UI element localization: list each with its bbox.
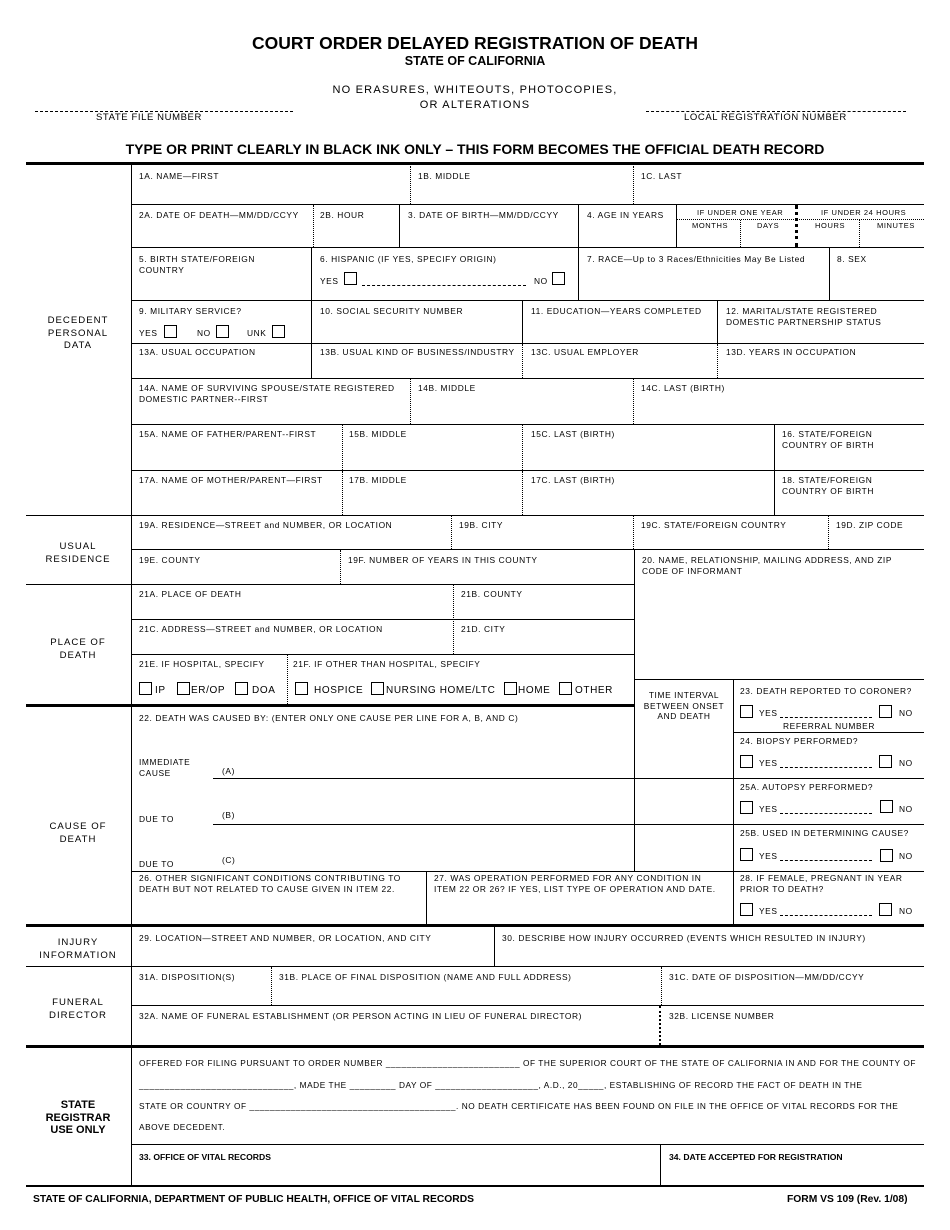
due-to-b-label: DUE TO	[139, 814, 174, 824]
rule	[131, 871, 924, 872]
erop-checkbox[interactable]	[177, 682, 190, 695]
field-16[interactable]: 16. STATE/FOREIGN COUNTRY OF BIRTH	[782, 429, 874, 450]
rule	[131, 966, 924, 967]
field-26[interactable]: 26. OTHER SIGNIFICANT CONDITIONS CONTRIBUTING TO DEATH BUT NOT RELATED TO CAUSE GIVEN IN ITEM 22.	[139, 873, 401, 894]
time-interval-label: TIME INTERVAL BETWEEN ONSET AND DEATH	[643, 690, 725, 721]
field-1b[interactable]: 1B. MIDDLE	[418, 171, 471, 181]
div	[342, 425, 343, 470]
rule	[131, 378, 924, 379]
pregnant-no-label: NO	[899, 906, 913, 916]
div	[733, 872, 734, 924]
field-31a[interactable]: 31A. DISPOSITION(S)	[139, 972, 236, 982]
rule	[733, 824, 924, 825]
coroner-yes-label: YES	[759, 708, 778, 718]
field-21e[interactable]: 21E. IF HOSPITAL, SPECIFY	[139, 659, 265, 669]
field-19c[interactable]: 19C. STATE/FOREIGN COUNTRY	[641, 520, 787, 530]
field-34[interactable]: 34. DATE ACCEPTED FOR REGISTRATION	[669, 1152, 843, 1162]
rule	[131, 343, 924, 344]
cause-c-label: (C)	[222, 855, 236, 865]
field-17b[interactable]: 17B. MIDDLE	[349, 475, 407, 485]
rule	[677, 219, 924, 220]
field-30[interactable]: 30. DESCRIBE HOW INJURY OCCURRED (EVENTS WHICH RESULTED IN INJURY)	[502, 933, 866, 943]
field-20[interactable]: 20. NAME, RELATIONSHIP, MAILING ADDRESS, AND ZIP CODE OF INFORMANT	[642, 555, 893, 576]
div	[676, 205, 677, 247]
field-11[interactable]: 11. EDUCATION—YEARS COMPLETED	[531, 306, 702, 316]
registrar-line-2: ______________________________, MADE THE _________ DAY OF ____________________, A.D., 20_____, ESTABLISHING OF RECORD THE FACT OF DEATH IN THE	[139, 1080, 863, 1090]
div	[661, 967, 662, 1005]
field-14b[interactable]: 14B. MIDDLE	[418, 383, 476, 393]
field-12[interactable]: 12. MARITAL/STATE REGISTERED DOMESTIC PARTNERSHIP STATUS	[726, 306, 882, 327]
field-17a[interactable]: 17A. NAME OF MOTHER/PARENT—FIRST	[139, 475, 323, 485]
section-residence: USUAL RESIDENCE	[45, 541, 111, 565]
field-13c[interactable]: 13C. USUAL EMPLOYER	[531, 347, 639, 357]
div	[829, 248, 830, 300]
field-19a[interactable]: 19A. RESIDENCE—STREET and NUMBER, OR LOCATION	[139, 520, 393, 530]
field-29[interactable]: 29. LOCATION—STREET AND NUMBER, OR LOCATION, AND CITY	[139, 933, 432, 943]
military-no-label: NO	[197, 328, 211, 338]
days-label: DAYS	[757, 221, 780, 230]
cause-a-label: (A)	[222, 766, 235, 776]
hispanic-origin-line[interactable]	[362, 285, 526, 286]
rule	[131, 424, 924, 425]
rule	[131, 1005, 924, 1006]
notice-line-1: NO ERASURES, WHITEOUTS, PHOTOCOPIES,	[332, 84, 618, 96]
pregnant-yes-checkbox[interactable]	[740, 903, 753, 916]
field-22[interactable]: 22. DEATH WAS CAUSED BY: (ENTER ONLY ONE CAUSE PER LINE FOR A, B, AND C)	[139, 713, 519, 723]
field-17c[interactable]: 17C. LAST (BIRTH)	[531, 475, 615, 485]
pregnant-yes-label: YES	[759, 906, 778, 916]
notice-line-2: OR ALTERATIONS	[419, 99, 531, 111]
erop-label: ER/OP	[191, 685, 226, 696]
div	[633, 166, 634, 204]
field-31c[interactable]: 31C. DATE OF DISPOSITION—MM/DD/CCYY	[669, 972, 865, 982]
registrar-thick-rule	[26, 1045, 924, 1048]
determining-no-checkbox[interactable]	[880, 849, 893, 862]
field-23[interactable]: 23. DEATH REPORTED TO CORONER?	[740, 686, 912, 696]
div	[426, 872, 427, 924]
autopsy-yes-label: YES	[759, 804, 778, 814]
div	[660, 1145, 661, 1185]
rule	[131, 204, 924, 205]
autopsy-yes-checkbox[interactable]	[740, 801, 753, 814]
sep-place	[26, 584, 132, 585]
section-decedent: DECEDENT PERSONAL DATA	[47, 315, 109, 351]
military-yes-checkbox[interactable]	[164, 325, 177, 338]
home-label: HOME	[518, 685, 551, 696]
div	[287, 655, 288, 704]
rule	[131, 1144, 924, 1145]
hispanic-no-checkbox[interactable]	[552, 272, 565, 285]
div	[410, 379, 411, 424]
cause-b-line[interactable]	[213, 824, 634, 825]
field-7[interactable]: 7. RACE—Up to 3 Races/Ethnicities May Be Listed	[587, 254, 806, 264]
field-2b[interactable]: 2B. HOUR	[320, 210, 365, 220]
form-subtitle: STATE OF CALIFORNIA	[404, 54, 546, 68]
registrar-line-4: ABOVE DECEDENT.	[139, 1122, 226, 1132]
top-thick-rule	[26, 162, 924, 165]
field-18[interactable]: 18. STATE/FOREIGN COUNTRY OF BIRTH	[782, 475, 874, 496]
hours-label: HOURS	[815, 221, 846, 230]
div	[578, 248, 579, 300]
nursing-home-checkbox[interactable]	[371, 682, 384, 695]
military-unk-label: UNK	[247, 328, 267, 338]
field-9[interactable]: 9. MILITARY SERVICE?	[139, 306, 242, 316]
div	[340, 550, 341, 584]
div	[633, 379, 634, 424]
determining-no-label: NO	[899, 851, 913, 861]
field-3[interactable]: 3. DATE OF BIRTH—MM/DD/CCYY	[408, 210, 559, 220]
field-32b[interactable]: 32B. LICENSE NUMBER	[669, 1011, 775, 1021]
field-14a[interactable]: 14A. NAME OF SURVIVING SPOUSE/STATE REGISTERED DOMESTIC PARTNER--FIRST	[139, 383, 395, 404]
div	[311, 248, 312, 300]
due-to-c-label: DUE TO	[139, 859, 174, 869]
local-registration-number-label: LOCAL REGISTRATION NUMBER	[684, 112, 847, 123]
field-19d[interactable]: 19D. ZIP CODE	[836, 520, 904, 530]
field-32a[interactable]: 32A. NAME OF FUNERAL ESTABLISHMENT (OR PERSON ACTING IN LIEU OF FUNERAL DIRECTOR)	[139, 1011, 583, 1021]
div	[451, 516, 452, 549]
home-checkbox[interactable]	[504, 682, 517, 695]
doa-checkbox[interactable]	[235, 682, 248, 695]
rule	[131, 549, 924, 550]
section-registrar: STATE REGISTRAR USE ONLY	[45, 1099, 111, 1136]
field-8[interactable]: 8. SEX	[837, 254, 867, 264]
cause-thick-rule	[26, 704, 635, 707]
biopsy-yes-checkbox[interactable]	[740, 755, 753, 768]
pregnant-no-checkbox[interactable]	[879, 903, 892, 916]
field-31b[interactable]: 31B. PLACE OF FINAL DISPOSITION (NAME AND FULL ADDRESS)	[279, 972, 572, 982]
div	[659, 1006, 661, 1045]
div	[311, 301, 312, 343]
rule	[733, 732, 924, 733]
section-place-of-death: PLACE OF DEATH	[50, 637, 106, 661]
rule	[131, 300, 924, 301]
div	[342, 471, 343, 515]
registrar-line-1: OFFERED FOR FILING PURSUANT TO ORDER NUMBER __________________________ OF THE SUPERIOR COURT OF THE STATE OF CALIFORNIA IN AND FOR THE COUNTY OF	[139, 1058, 916, 1068]
cause-a-line[interactable]	[213, 778, 634, 779]
div	[578, 205, 579, 247]
rule	[634, 679, 924, 680]
div	[494, 927, 495, 966]
div	[311, 344, 312, 378]
field-2a[interactable]: 2A. DATE OF DEATH—MM/DD/CCYY	[139, 210, 299, 220]
div	[271, 967, 272, 1005]
determining-line[interactable]	[780, 860, 872, 861]
pregnant-line[interactable]	[780, 915, 872, 916]
div	[828, 516, 829, 549]
field-21c[interactable]: 21C. ADDRESS—STREET and NUMBER, OR LOCATION	[139, 624, 383, 634]
months-label: MONTHS	[692, 221, 729, 230]
field-15a[interactable]: 15A. NAME OF FATHER/PARENT--FIRST	[139, 429, 317, 439]
div	[717, 344, 718, 378]
div	[399, 205, 400, 247]
determining-yes-checkbox[interactable]	[740, 848, 753, 861]
field-21d[interactable]: 21D. CITY	[461, 624, 506, 634]
instruction-banner: TYPE OR PRINT CLEARLY IN BLACK INK ONLY – THIS FORM BECOMES THE OFFICIAL DEATH RECORD	[125, 141, 825, 157]
field-4[interactable]: 4. AGE IN YEARS	[587, 210, 664, 220]
section-cause-of-death: CAUSE OF DEATH	[49, 821, 107, 845]
field-13a[interactable]: 13A. USUAL OCCUPATION	[139, 347, 256, 357]
immediate-cause-label: IMMEDIATE CAUSE	[139, 757, 191, 778]
rule	[733, 778, 924, 779]
div	[717, 301, 718, 343]
sep-residence	[26, 515, 132, 516]
div	[774, 471, 775, 515]
footer-agency: STATE OF CALIFORNIA, DEPARTMENT OF PUBLIC HEALTH, OFFICE OF VITAL RECORDS	[33, 1194, 475, 1205]
rule	[131, 515, 924, 516]
section-funeral-director: FUNERAL DIRECTOR	[49, 997, 107, 1021]
field-24[interactable]: 24. BIOPSY PERFORMED?	[740, 736, 859, 746]
div	[410, 166, 411, 204]
field-28[interactable]: 28. IF FEMALE, PREGNANT IN YEAR PRIOR TO DEATH?	[740, 873, 903, 894]
field-19f[interactable]: 19F. NUMBER OF YEARS IN THIS COUNTY	[348, 555, 538, 565]
hispanic-yes-label: YES	[320, 276, 339, 286]
nursing-home-label: NURSING HOME/LTC	[386, 685, 496, 696]
rule	[131, 584, 634, 585]
form-title: COURT ORDER DELAYED REGISTRATION OF DEATH	[252, 33, 698, 53]
autopsy-no-label: NO	[899, 804, 913, 814]
rule	[634, 824, 733, 825]
autopsy-line[interactable]	[780, 813, 872, 814]
field-25a[interactable]: 25A. AUTOPSY PERFORMED?	[740, 782, 874, 792]
ip-label: IP	[155, 685, 166, 696]
hispanic-yes-checkbox[interactable]	[344, 272, 357, 285]
field-25b[interactable]: 25B. USED IN DETERMINING CAUSE?	[740, 828, 909, 838]
div	[522, 301, 523, 343]
field-10[interactable]: 10. SOCIAL SECURITY NUMBER	[320, 306, 464, 316]
hispanic-no-label: NO	[534, 276, 548, 286]
div	[859, 220, 860, 247]
under-24-hours: IF UNDER 24 HOURS	[821, 208, 907, 217]
section-divider	[131, 164, 132, 1186]
autopsy-no-checkbox[interactable]	[880, 800, 893, 813]
field-1a[interactable]: 1A. NAME—FIRST	[139, 171, 220, 181]
rule	[131, 654, 634, 655]
div	[313, 205, 314, 247]
injury-thick-rule	[26, 924, 924, 927]
doa-label: DOA	[252, 685, 276, 696]
registrar-line-3: STATE OR COUNTRY OF ________________________________________. NO DEATH CERTIFICATE HAS BEEN FOUND ON FILE IN THE OFFICE OF VITAL RECORDS FOR THE	[139, 1101, 899, 1111]
coroner-line[interactable]	[780, 717, 872, 718]
field-15b[interactable]: 15B. MIDDLE	[349, 429, 407, 439]
other-checkbox[interactable]	[559, 682, 572, 695]
field-21f[interactable]: 21F. IF OTHER THAN HOSPITAL, SPECIFY	[293, 659, 481, 669]
field-33[interactable]: 33. OFFICE OF VITAL RECORDS	[139, 1152, 271, 1162]
coroner-no-label: NO	[899, 708, 913, 718]
military-unk-checkbox[interactable]	[272, 325, 285, 338]
military-yes-label: YES	[139, 328, 158, 338]
minutes-label: MINUTES	[877, 221, 915, 230]
bottom-rule	[26, 1185, 924, 1187]
referral-number-label: REFERRAL NUMBER	[783, 721, 875, 731]
hospice-label: HOSPICE	[314, 685, 364, 696]
field-21a[interactable]: 21A. PLACE OF DEATH	[139, 589, 242, 599]
other-label: OTHER	[575, 685, 613, 696]
biopsy-yes-label: YES	[759, 758, 778, 768]
field-19e[interactable]: 19E. COUNTY	[139, 555, 201, 565]
div	[522, 344, 523, 378]
determining-yes-label: YES	[759, 851, 778, 861]
field-6[interactable]: 6. HISPANIC (IF YES, SPECIFY ORIGIN)	[320, 254, 497, 264]
state-file-number-label: STATE FILE NUMBER	[96, 112, 202, 123]
div	[634, 707, 635, 872]
coroner-no-checkbox[interactable]	[879, 705, 892, 718]
field-21b[interactable]: 21B. COUNTY	[461, 589, 523, 599]
field-1c[interactable]: 1C. LAST	[641, 171, 683, 181]
section-injury: INJURY INFORMATION	[39, 937, 117, 961]
footer-form-number: FORM VS 109 (Rev. 1/08)	[787, 1194, 908, 1205]
hospice-checkbox[interactable]	[295, 682, 308, 695]
field-14c[interactable]: 14C. LAST (BIRTH)	[641, 383, 725, 393]
under-one-year: IF UNDER ONE YEAR	[697, 208, 784, 217]
sep-funeral	[26, 966, 132, 967]
field-19b[interactable]: 19B. CITY	[459, 520, 504, 530]
biopsy-no-label: NO	[899, 758, 913, 768]
div	[795, 205, 798, 247]
div	[733, 680, 734, 872]
field-27[interactable]: 27. WAS OPERATION PERFORMED FOR ANY CONDITION IN ITEM 22 OR 26? IF YES, LIST TYPE OF OPERATION AND DATE.	[434, 873, 716, 894]
rule	[131, 619, 634, 620]
field-5[interactable]: 5. BIRTH STATE/FOREIGN COUNTRY	[139, 254, 256, 275]
biopsy-line[interactable]	[780, 767, 872, 768]
ip-checkbox[interactable]	[139, 682, 152, 695]
div	[522, 425, 523, 470]
field-13d[interactable]: 13D. YEARS IN OCCUPATION	[726, 347, 857, 357]
rule	[131, 470, 924, 471]
field-15c[interactable]: 15C. LAST (BIRTH)	[531, 429, 615, 439]
biopsy-no-checkbox[interactable]	[879, 755, 892, 768]
div	[522, 471, 523, 515]
field-13b[interactable]: 13B. USUAL KIND OF BUSINESS/INDUSTRY	[320, 347, 515, 357]
div	[633, 516, 634, 549]
coroner-yes-checkbox[interactable]	[740, 705, 753, 718]
cause-b-label: (B)	[222, 810, 235, 820]
div	[740, 220, 741, 247]
rule	[131, 247, 924, 248]
rule	[634, 778, 733, 779]
div	[774, 425, 775, 470]
div	[634, 550, 635, 705]
military-no-checkbox[interactable]	[216, 325, 229, 338]
